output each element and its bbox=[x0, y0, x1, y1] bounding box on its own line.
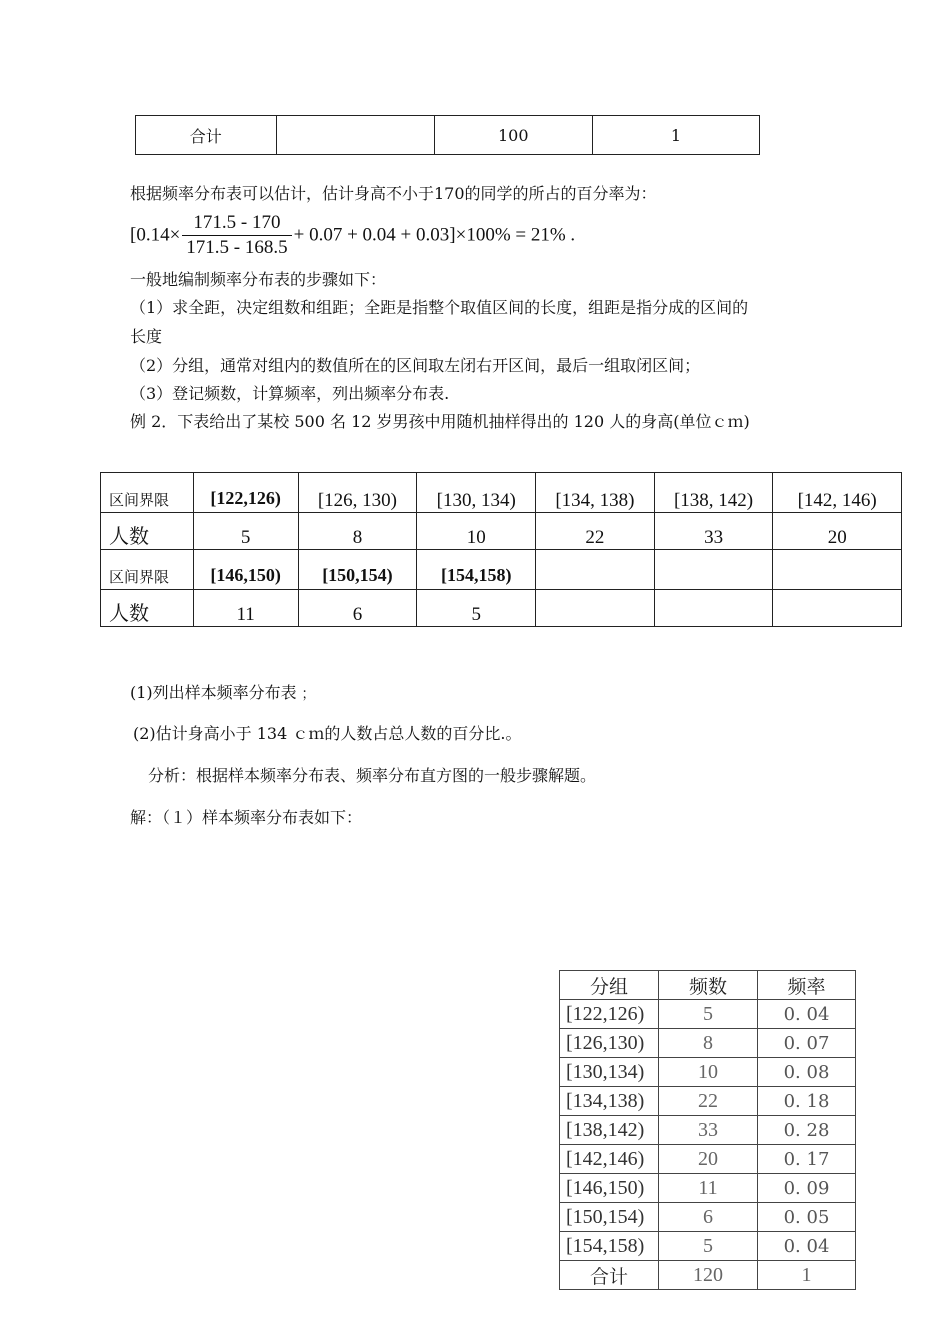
table-row bbox=[560, 1087, 856, 1116]
total-row-table bbox=[135, 115, 760, 155]
group-cell: [138,142) bbox=[560, 1116, 659, 1145]
header-group: 分组 bbox=[560, 971, 659, 1000]
header-count: 频数 bbox=[659, 971, 758, 1000]
question-2: (2)估计身高小于 134 ｃｍ的人数占总人数的百分比.。 bbox=[133, 724, 522, 743]
group-cell: [154,158) bbox=[560, 1232, 659, 1261]
table-row bbox=[560, 1029, 856, 1058]
total-frequency-cell: 1 bbox=[593, 116, 760, 155]
interval-cell: [122,126) bbox=[193, 473, 298, 513]
header-frequency: 频率 bbox=[758, 971, 856, 1000]
total-label-cell: 合计 bbox=[136, 116, 277, 155]
interval-cell: [154,158) bbox=[417, 550, 536, 590]
group-cell: [126,130) bbox=[560, 1029, 659, 1058]
count-cell: 8 bbox=[659, 1029, 758, 1058]
count-cell: 20 bbox=[773, 513, 902, 550]
table-row bbox=[560, 1145, 856, 1174]
group-cell: [134,138) bbox=[560, 1087, 659, 1116]
total-empty-cell bbox=[276, 116, 434, 155]
table-row bbox=[560, 1232, 856, 1261]
formula-open: [0.14× bbox=[130, 224, 181, 246]
interval-cell: [130, 134) bbox=[417, 473, 536, 513]
step-3: （3）登记频数，计算频率，列出频率分布表. bbox=[130, 384, 450, 403]
total-frequency: 1 bbox=[758, 1261, 856, 1290]
group-cell: [150,154) bbox=[560, 1203, 659, 1232]
count-cell: 33 bbox=[654, 513, 773, 550]
frequency-cell: 0. 18 bbox=[758, 1087, 856, 1116]
row-label: 区间界限 bbox=[101, 550, 194, 590]
step-2: （2）分组，通常对组内的数值所在的区间取左闭右开区间，最后一组取闭区间； bbox=[130, 356, 701, 375]
solution-intro: 解：（１）样本频率分布表如下： bbox=[130, 808, 363, 827]
count-cell: 11 bbox=[193, 590, 298, 627]
empty-cell bbox=[654, 590, 773, 627]
interval-cell: [134, 138) bbox=[536, 473, 655, 513]
empty-cell bbox=[773, 590, 902, 627]
table-header-row bbox=[560, 971, 856, 1000]
count-cell: 5 bbox=[659, 1000, 758, 1029]
table-row bbox=[560, 1116, 856, 1145]
estimate-paragraph: 根据频率分布表可以估计，估计身高不小于170的同学的所占的百分率为： bbox=[130, 184, 657, 203]
frequency-cell: 0. 09 bbox=[758, 1174, 856, 1203]
formula-tail: + 0.07 + 0.04 + 0.03]×100% = 21% . bbox=[293, 224, 576, 246]
analysis-text: 分析：根据样本频率分布表、频率分布直方图的一般步骤解题。 bbox=[148, 766, 597, 785]
total-count: 120 bbox=[659, 1261, 758, 1290]
count-cell: 5 bbox=[659, 1232, 758, 1261]
frequency-cell: 0. 04 bbox=[758, 1000, 856, 1029]
table-row bbox=[101, 550, 902, 590]
step-1-line-2: 长度 bbox=[130, 327, 163, 346]
count-cell: 6 bbox=[298, 590, 417, 627]
total-count-cell: 100 bbox=[434, 116, 593, 155]
frequency-distribution-table bbox=[559, 970, 856, 1290]
table-row bbox=[101, 513, 902, 550]
row-label: 区间界限 bbox=[101, 473, 194, 513]
count-cell: 5 bbox=[417, 590, 536, 627]
table-total-row bbox=[560, 1261, 856, 1290]
count-cell: 6 bbox=[659, 1203, 758, 1232]
frequency-cell: 0. 28 bbox=[758, 1116, 856, 1145]
table-row bbox=[560, 1000, 856, 1029]
frequency-cell: 0. 04 bbox=[758, 1232, 856, 1261]
percentage-formula bbox=[130, 212, 575, 264]
frequency-cell: 0. 05 bbox=[758, 1203, 856, 1232]
count-cell: 10 bbox=[659, 1058, 758, 1087]
row-label: 人数 bbox=[101, 590, 194, 627]
example-2-heading: 例 2．下表给出了某校 500 名 12 岁男孩中用随机抽样得出的 120 人的身高(单位ｃｍ) bbox=[130, 412, 750, 431]
count-cell: 10 bbox=[417, 513, 536, 550]
table-row bbox=[101, 473, 902, 513]
table-row bbox=[560, 1174, 856, 1203]
count-cell: 33 bbox=[659, 1116, 758, 1145]
formula-fraction bbox=[182, 212, 291, 259]
group-cell: [142,146) bbox=[560, 1145, 659, 1174]
table-row bbox=[560, 1058, 856, 1087]
row-label: 人数 bbox=[101, 513, 194, 550]
empty-cell bbox=[536, 590, 655, 627]
frequency-cell: 0. 08 bbox=[758, 1058, 856, 1087]
empty-cell bbox=[536, 550, 655, 590]
empty-cell bbox=[654, 550, 773, 590]
interval-cell: [146,150) bbox=[193, 550, 298, 590]
interval-cell: [150,154) bbox=[298, 550, 417, 590]
count-cell: 5 bbox=[193, 513, 298, 550]
step-1-line-1: （1）求全距，决定组数和组距；全距是指整个取值区间的长度，组距是指分成的区间的 bbox=[130, 298, 749, 317]
count-cell: 22 bbox=[536, 513, 655, 550]
total-label: 合计 bbox=[560, 1261, 659, 1290]
question-1: (1)列出样本频率分布表﹔ bbox=[130, 683, 313, 702]
group-cell: [122,126) bbox=[560, 1000, 659, 1029]
group-cell: [130,134) bbox=[560, 1058, 659, 1087]
frequency-table-body bbox=[560, 1000, 856, 1261]
count-cell: 22 bbox=[659, 1087, 758, 1116]
frequency-cell: 0. 17 bbox=[758, 1145, 856, 1174]
table-row bbox=[101, 590, 902, 627]
interval-cell: [142, 146) bbox=[773, 473, 902, 513]
example-height-table bbox=[100, 472, 902, 627]
group-cell: [146,150) bbox=[560, 1174, 659, 1203]
interval-cell: [138, 142) bbox=[654, 473, 773, 513]
empty-cell bbox=[773, 550, 902, 590]
count-cell: 20 bbox=[659, 1145, 758, 1174]
frequency-cell: 0. 07 bbox=[758, 1029, 856, 1058]
formula-numerator: 171.5 - 170 bbox=[182, 212, 291, 236]
steps-intro: 一般地编制频率分布表的步骤如下： bbox=[130, 270, 387, 289]
interval-cell: [126, 130) bbox=[298, 473, 417, 513]
table-row bbox=[560, 1203, 856, 1232]
formula-denominator: 171.5 - 168.5 bbox=[186, 237, 288, 258]
table-row bbox=[136, 116, 760, 155]
count-cell: 8 bbox=[298, 513, 417, 550]
count-cell: 11 bbox=[659, 1174, 758, 1203]
